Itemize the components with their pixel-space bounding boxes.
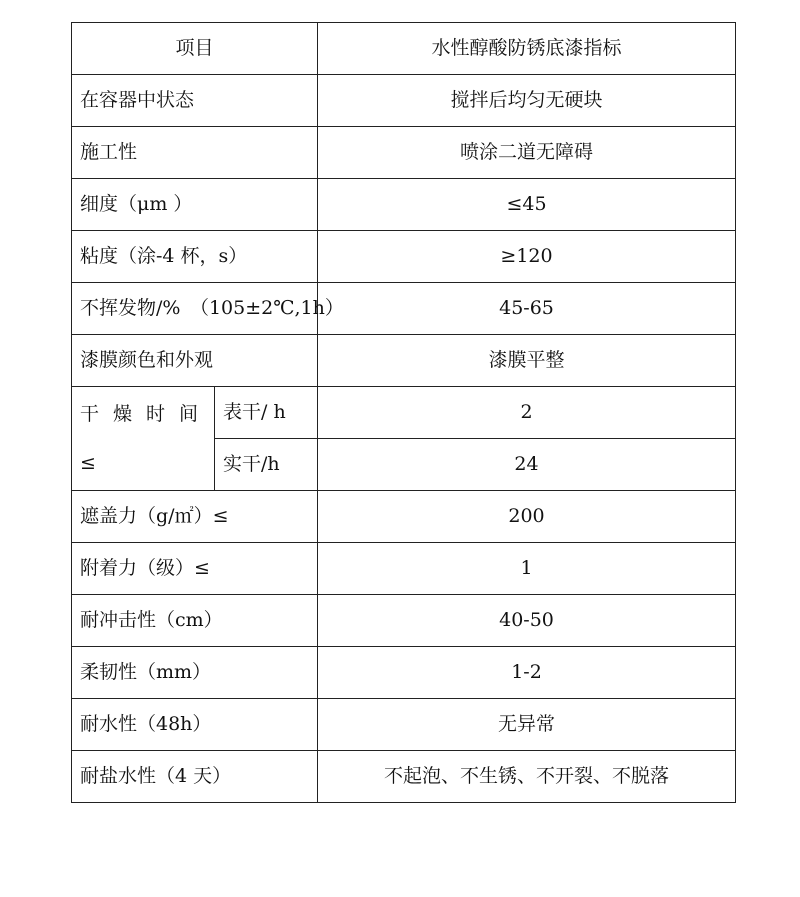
row-label: 柔韧性（mm） [72,647,318,699]
hard-dry-label: 实干/h [215,439,318,491]
table-row [72,699,736,751]
row-value: 45-65 [318,283,736,335]
row-value: 200 [318,491,736,543]
table-row [72,543,736,595]
row-value: 不起泡、不生锈、不开裂、不脱落 [318,751,736,803]
row-value: 1-2 [318,647,736,699]
hard-dry-value: 24 [318,439,736,491]
table-row [72,595,736,647]
row-label: 施工性 [72,127,318,179]
row-label: 粘度（涂-4 杯，s） [72,231,318,283]
row-value: 1 [318,543,736,595]
row-label: 附着力（级）≤ [72,543,318,595]
row-label: 不挥发物/% （105±2℃,1h） [72,283,318,335]
row-label: 细度（μm ） [72,179,318,231]
table-row [72,75,736,127]
row-value: 搅拌后均匀无硬块 [318,75,736,127]
table-row [72,179,736,231]
spec-table [71,22,736,803]
row-label: 耐水性（48h） [72,699,318,751]
table-row [72,491,736,543]
row-value: 喷涂二道无障碍 [318,127,736,179]
drying-group-line2: ≤ [80,451,110,474]
drying-time-group-label [72,387,215,491]
header-spec: 水性醇酸防锈底漆指标 [318,23,736,75]
surface-dry-value: 2 [318,387,736,439]
row-value: ≤45 [318,179,736,231]
table-row [72,647,736,699]
table-row [72,751,736,803]
table-row [72,283,736,335]
row-label: 漆膜颜色和外观 [72,335,318,387]
row-label: 耐冲击性（cm） [72,595,318,647]
table-row [72,127,736,179]
row-label: 遮盖力（g/㎡）≤ [72,491,318,543]
row-value: 40-50 [318,595,736,647]
row-value: 漆膜平整 [318,335,736,387]
row-value: 无异常 [318,699,736,751]
row-label: 耐盐水性（4 天） [72,751,318,803]
table-row [72,231,736,283]
table-header-row [72,23,736,75]
surface-dry-label: 表干/ h [215,387,318,439]
header-item: 项目 [72,23,318,75]
row-label: 在容器中状态 [72,75,318,127]
table-row-drying-surface [72,387,736,439]
drying-group-line1: 干燥时间 [80,402,213,425]
table-row [72,335,736,387]
row-value: ≥120 [318,231,736,283]
